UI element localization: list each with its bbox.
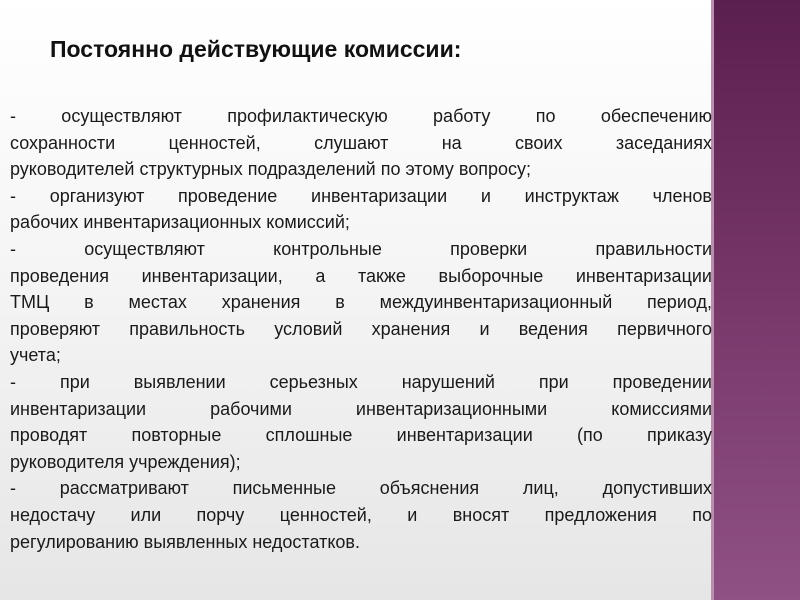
- paragraph-line: - осуществляют контрольные проверки правильности: [10, 238, 712, 259]
- paragraph-line: - рассматривают письменные объяснения лиц, допустивших: [10, 478, 712, 499]
- paragraph-line: учета;: [10, 345, 61, 366]
- bullet-paragraph: [10, 369, 712, 475]
- paragraph-line: руководителей структурных подразделений по этому вопросу;: [10, 159, 532, 180]
- paragraph-line: ТМЦ в местах хранения в междуинвентаризационный период,: [10, 292, 712, 313]
- paragraph-line: - организуют проведение инвентаризации и инструктаж членов: [10, 185, 712, 206]
- paragraph-line: сохранности ценностей, слушают на своих заседаниях: [10, 132, 712, 153]
- paragraph-line: проведения инвентаризации, а также выборочные инвентаризации: [10, 265, 712, 286]
- paragraph-line: инвентаризации рабочими инвентаризационными комиссиями: [10, 398, 712, 419]
- bullet-paragraph: [10, 236, 712, 369]
- paragraph-line: проводят повторные сплошные инвентаризации (по приказу: [10, 425, 712, 446]
- paragraph-line: регулированию выявленных недостатков.: [10, 531, 360, 552]
- slide-body: [10, 103, 712, 555]
- bullet-paragraph: [10, 183, 712, 236]
- paragraph-line: - при выявлении серьезных нарушений при проведении: [10, 371, 712, 392]
- bullet-paragraph: [10, 475, 712, 555]
- paragraph-line: - осуществляют профилактическую работу по обеспечению: [10, 106, 712, 126]
- paragraph-line: проверяют правильность условий хранения и ведения первичного: [10, 318, 712, 339]
- paragraph-line: недостачу или порчу ценностей, и вносят предложения по: [10, 504, 712, 525]
- paragraph-line: руководителя учреждения);: [10, 451, 241, 472]
- slide-title: Постоянно действующие комиссии:: [50, 36, 462, 62]
- decorative-side-band: [714, 0, 800, 600]
- paragraph-line: рабочих инвентаризационных комиссий;: [10, 212, 350, 233]
- bullet-paragraph: [10, 103, 712, 183]
